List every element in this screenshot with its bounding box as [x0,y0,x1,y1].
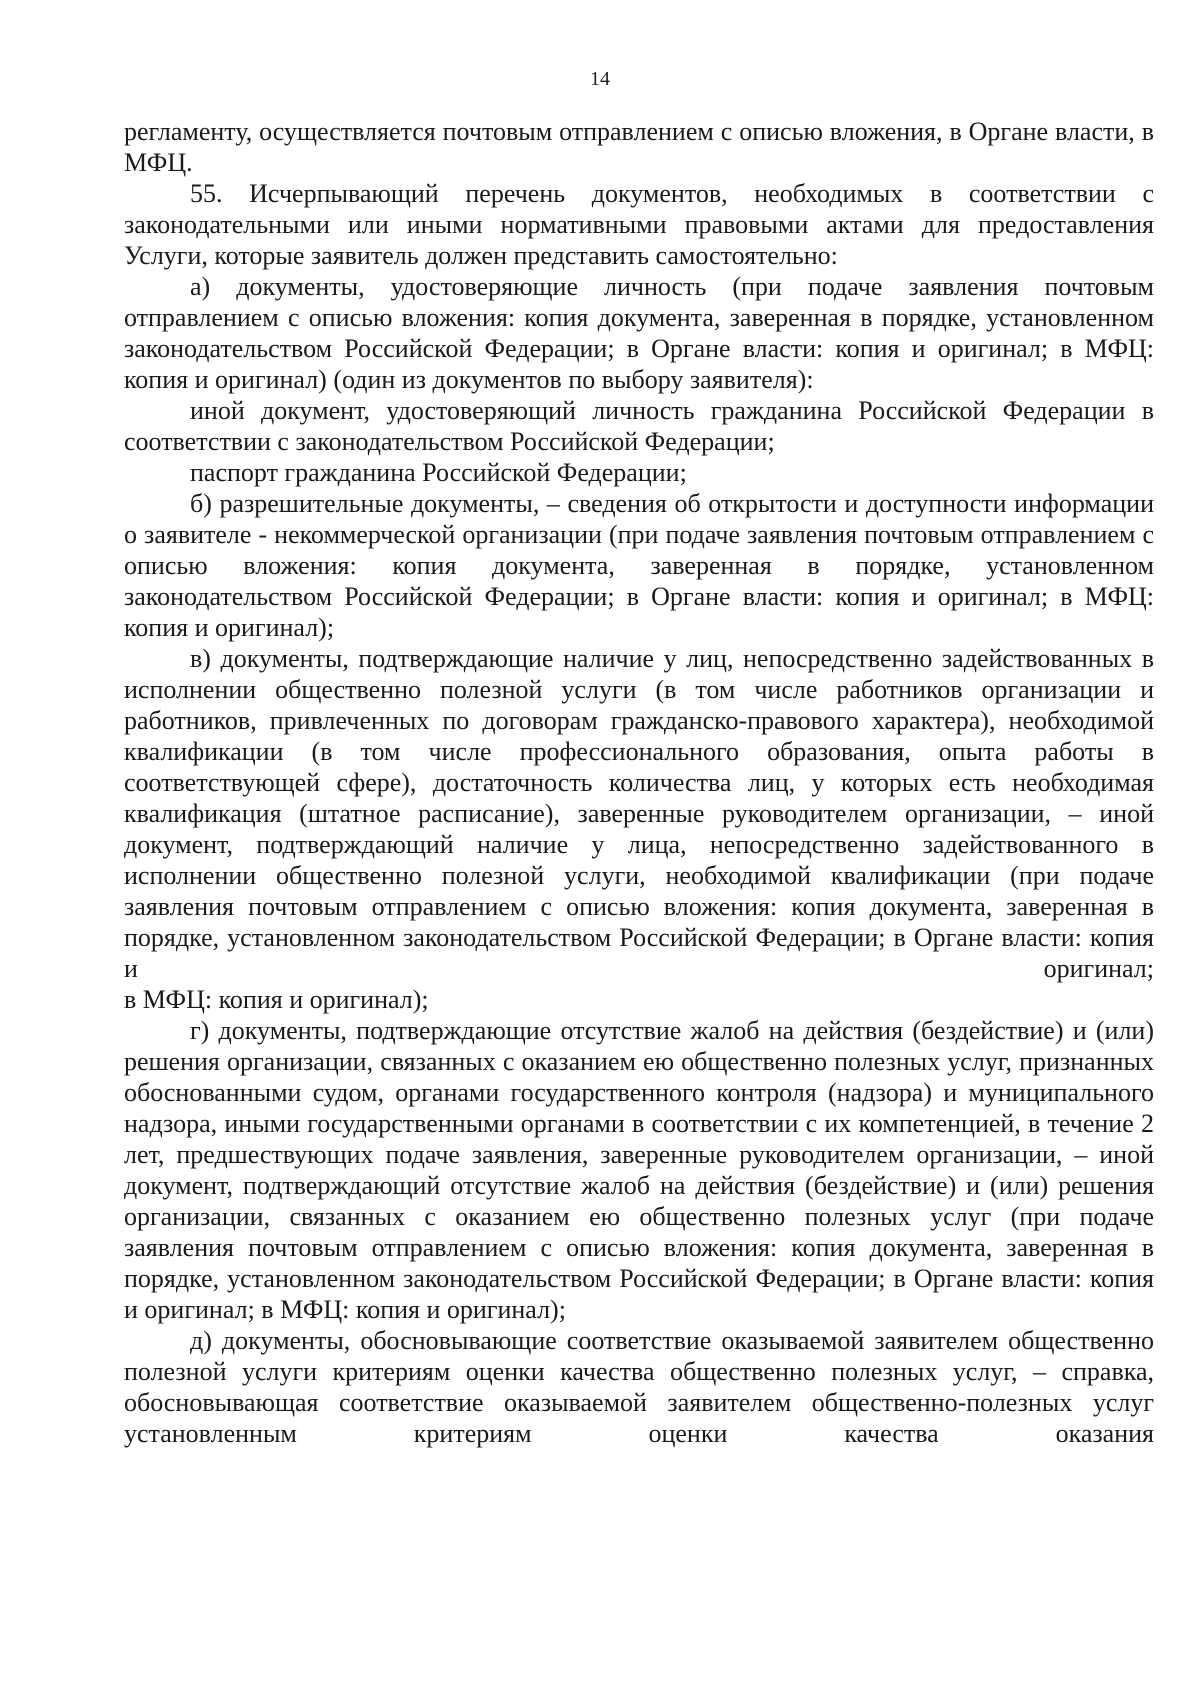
paragraph-item-v: в) документы, подтверждающие наличие у лиц, непосредственно задействованных в исполнении общественно полезной услуги (в том числе работников организации и работников, привлеченных по договорам гражданско-правового характера), необходимой квалификации (в том числе профессионального образования, опыта работы в соответствующей сфере), достаточность количества лиц, у которых есть необходимая квалификация (штатное расписание), заверенные руководителем организации, – иной документ, подтверждающий наличие у лица, непосредственно задействованного в исполнении общественно полезной услуги, необходимой квалификации (при подаче заявления почтовым отправлением с описью вложения: копия документа, заверенная в порядке, установленном законодательством Российской Федерации; в Органе власти: копия и оригинал; [124,644,1154,983]
document-body [124,116,1154,1449]
paragraph-passport: паспорт гражданина Российской Федерации; [190,458,687,487]
paragraph-item-d: д) документы, обосновывающие соответствие оказываемой заявителем общественно полезной услуги критериям оценки качества общественно полезных услуг, – справка, обосновывающая соответствие оказываемой заявителем общественно-полезных услуг установленным критериям оценки качества оказания [124,1326,1154,1448]
paragraph-item-g: г) документы, подтверждающие отсутствие жалоб на действия (бездействие) и (или) решения организации, связанных с оказанием ею общественно полезных услуг, признанных обоснованными судом, органами государственного контроля (надзора) и муниципального надзора, иными государственными органами в соответствии с их компетенцией, в течение 2 лет, предшествующих подаче заявления, заверенные руководителем организации, – иной документ, подтверждающий отсутствие жалоб на действия (бездействие) и (или) решения организации, связанных с оказанием ею общественно полезных услуг (при подаче заявления почтовым отправлением с описью вложения: копия документа, заверенная в порядке, установленном законодательством Российской Федерации; в Органе власти: копия и оригинал; в МФЦ: копия и оригинал); [124,1016,1154,1324]
paragraph-item-a: а) документы, удостоверяющие личность (при подаче заявления почтовым отправлением с описью вложения: копия документа, заверенная в порядке, установленном законодательством Российской Федерации; в Органе власти: копия и оригинал; в МФЦ: копия и оригинал) (один из документов по выбору заявителя): [124,272,1154,394]
paragraph-other-id-document: иной документ, удостоверяющий личность гражданина Российской Федерации в соответствии с законодательством Российской Федерации; [124,396,1154,456]
paragraph-item-b: б) разрешительные документы, – сведения об открытости и доступности информации о заявителе - некоммерческой организации (при подаче заявления почтовым отправлением с описью вложения: копия документа, заверенная в порядке, установленном законодательством Российской Федерации; в Органе власти: копия и оригинал; в МФЦ: копия и оригинал); [124,489,1154,642]
paragraph-continuation: регламенту, осуществляется почтовым отправлением с описью вложения, в Органе власти, в МФЦ. [124,117,1154,177]
paragraph-item-55: 55. Исчерпывающий перечень документов, необходимых в соответствии с законодательными или иными нормативными правовыми актами для предоставления Услуги, которые заявитель должен представить самостоятельно: [124,179,1154,270]
page-number: 14 [590,68,610,90]
paragraph-item-v-end: в МФЦ: копия и оригинал); [124,985,429,1014]
